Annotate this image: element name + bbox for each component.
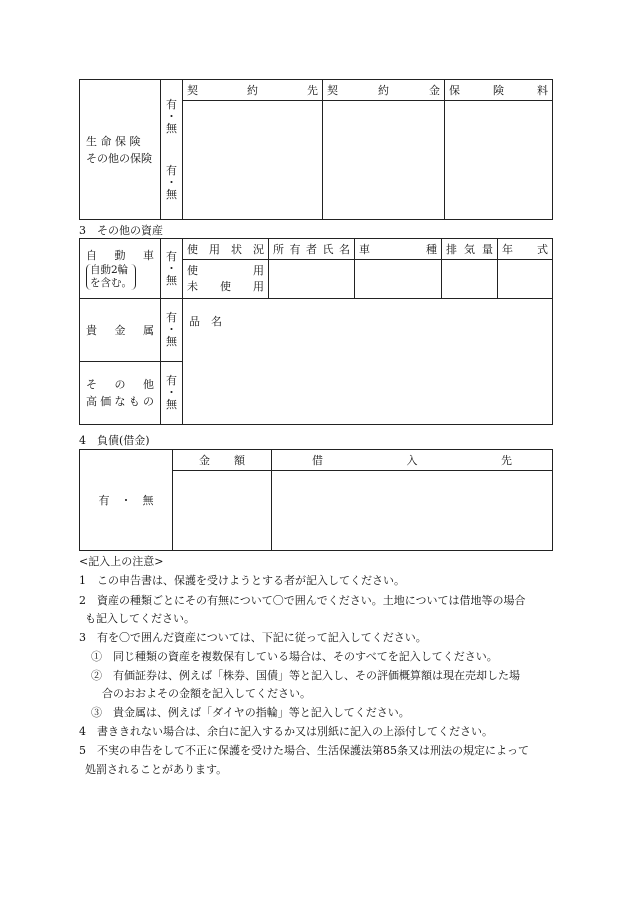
- car-yn-no: 無: [166, 273, 177, 287]
- other-yn-dot: ・: [166, 386, 177, 399]
- header-contract-party: [183, 80, 323, 101]
- notes-title: <記入上の注意>: [79, 555, 164, 568]
- other-label-char: 高: [86, 395, 97, 408]
- hdr-char: 車: [359, 243, 370, 256]
- hdr-char: 金: [199, 454, 210, 467]
- usage-char: 用: [253, 280, 264, 293]
- metal-yn[interactable]: [161, 299, 183, 362]
- life-yn-top-dot: ・: [166, 109, 177, 123]
- header-lender: [272, 450, 553, 471]
- header-amount: [173, 450, 272, 471]
- hdr-char: 額: [234, 454, 245, 467]
- life-insurance-table: [79, 79, 553, 220]
- hdr-char: 使: [187, 243, 198, 256]
- car-label-cell: [80, 239, 161, 299]
- hdr-char: 用: [209, 243, 220, 256]
- hdr-char: 況: [253, 243, 264, 256]
- header-displacement: [442, 239, 498, 260]
- header-model-year: [498, 239, 553, 260]
- debt-yn[interactable]: [80, 450, 173, 551]
- note-line-5-cont: 処罰されることがあります。: [85, 763, 228, 776]
- usage-char: 用: [253, 264, 264, 277]
- metal-yn-dot: ・: [166, 323, 177, 336]
- usage-choice[interactable]: [183, 260, 269, 299]
- other-label-char: の: [143, 395, 154, 408]
- hdr-char: 排: [446, 243, 457, 256]
- hdr-char: 先: [307, 84, 318, 97]
- usage-char: 使: [220, 280, 231, 293]
- metal-label-cell: [80, 299, 161, 362]
- note-line-4: 4 書ききれない場合は、余白に記入するか又は別紙に記入の上添付してください。: [79, 725, 493, 738]
- car-label-char: 車: [143, 248, 154, 262]
- hdr-char: 氏: [322, 243, 334, 256]
- note-line-3-2: ② 有価証券は、例えば「株券、国債」等と記入し、その評価概算額は現在売却した場: [91, 669, 520, 682]
- hdr-char: 保: [449, 84, 460, 97]
- lender-input[interactable]: [272, 471, 553, 551]
- car-label-char: 自: [86, 248, 97, 262]
- header-premium: [445, 80, 553, 101]
- section-3-title: 3 その他の資産: [79, 224, 163, 237]
- item-name-input[interactable]: [183, 299, 553, 425]
- other-label-char: な: [114, 395, 126, 408]
- hdr-char: 気: [464, 243, 475, 256]
- header-car-model: [355, 239, 442, 260]
- hdr-char: 量: [482, 243, 493, 256]
- debt-table: [79, 449, 553, 551]
- contract-party-input[interactable]: [183, 101, 323, 220]
- hdr-char: 険: [493, 84, 504, 97]
- note-line-3-1: ① 同じ種類の資産を複数保有している場合は、そのすべてを記入してください。: [91, 650, 498, 663]
- header-usage: [183, 239, 269, 260]
- metal-label-char: 属: [143, 324, 154, 337]
- hdr-char: 料: [537, 84, 548, 97]
- car-note: [86, 264, 136, 290]
- hdr-char: 種: [426, 243, 437, 256]
- metal-label-char: 貴: [86, 324, 97, 337]
- life-category-label-1: 生 命 保 険: [86, 134, 141, 148]
- model-year-input[interactable]: [498, 260, 553, 299]
- header-contract-amount: [323, 80, 445, 101]
- note-line-3-2-cont: 合のおおよその金額を記入してください。: [102, 687, 311, 700]
- hdr-char: 借: [312, 454, 323, 467]
- other-yn-yes: 有: [166, 374, 177, 387]
- car-note-line1: 自動2輪: [90, 263, 129, 276]
- life-category-cell: [80, 80, 161, 220]
- section-4-title: 4 負債(借金): [79, 434, 150, 447]
- note-line-2: 2 資産の種類ごとにその有無について〇で囲んでください。土地については借地等の場合: [79, 594, 526, 607]
- other-assets-table: [79, 238, 553, 425]
- usage-char: 使: [187, 264, 198, 277]
- car-note-line2: を含む。: [90, 276, 132, 289]
- life-yn-bottom[interactable]: [161, 165, 182, 201]
- other-label-char: 他: [143, 378, 154, 391]
- hdr-char: 契: [327, 84, 338, 97]
- hdr-char: 先: [501, 454, 512, 467]
- life-yn-top-yes: 有: [166, 97, 177, 111]
- hdr-char: 契: [187, 84, 198, 97]
- life-yn-top[interactable]: [161, 99, 182, 135]
- hdr-char: 入: [406, 454, 418, 467]
- life-yn-bottom-dot: ・: [166, 175, 177, 189]
- other-yn-no: 無: [166, 398, 177, 411]
- note-line-3-3: ③ 貴金属は、例えば「ダイヤの指輪」等と記入してください。: [91, 706, 410, 719]
- hdr-char: 約: [378, 84, 389, 97]
- displacement-input[interactable]: [442, 260, 498, 299]
- other-label-char: 価: [100, 395, 112, 408]
- car-model-input[interactable]: [355, 260, 442, 299]
- hdr-char: 約: [247, 84, 258, 97]
- note-line-1: 1 この申告書は、保護を受けようとする者が記入してください。: [79, 574, 405, 587]
- car-label-char: 動: [114, 248, 126, 262]
- car-yn[interactable]: [161, 239, 183, 299]
- note-line-5: 5 不実の申告をして不正に保護を受けた場合、生活保護法第85条又は刑法の規定によって: [79, 744, 529, 757]
- other-label-cell: [80, 362, 161, 425]
- other-yn[interactable]: [161, 362, 183, 425]
- metal-label-char: 金: [114, 324, 126, 337]
- hdr-char: 者: [306, 243, 317, 256]
- debt-yn-label: 有 ・ 無: [98, 494, 154, 507]
- hdr-char: 名: [339, 243, 350, 256]
- hdr-char: 金: [429, 84, 440, 97]
- header-owner-name: [269, 239, 355, 260]
- life-category-label-2: その他の保険: [86, 151, 152, 165]
- amount-input[interactable]: [173, 471, 272, 551]
- life-yn-bottom-yes: 有: [166, 163, 177, 177]
- car-yn-dot: ・: [166, 261, 177, 275]
- contract-amount-input[interactable]: [323, 101, 445, 220]
- metal-yn-yes: 有: [166, 311, 177, 324]
- hdr-char: 状: [231, 243, 242, 256]
- hdr-char: 年: [502, 243, 513, 256]
- metal-yn-no: 無: [166, 335, 177, 348]
- usage-char: 未: [187, 280, 198, 293]
- hdr-char: 式: [537, 243, 548, 256]
- hdr-char: 所: [273, 243, 284, 256]
- other-label-char: も: [128, 395, 140, 408]
- note-line-3: 3 有を〇で囲んだ資産については、下記に従って記入してください。: [79, 631, 427, 644]
- note-line-2-cont: も記入してください。: [85, 612, 195, 625]
- life-yn-bottom-no: 無: [166, 187, 177, 201]
- life-yn-cell: [161, 80, 183, 220]
- other-label-char: の: [114, 378, 126, 391]
- owner-name-input[interactable]: [269, 260, 355, 299]
- other-label-char: そ: [86, 378, 97, 391]
- hdr-char: 有: [289, 243, 301, 256]
- premium-input[interactable]: [445, 101, 553, 220]
- life-yn-top-no: 無: [166, 121, 177, 135]
- item-name-label: 品 名: [189, 315, 222, 328]
- car-yn-yes: 有: [166, 249, 177, 263]
